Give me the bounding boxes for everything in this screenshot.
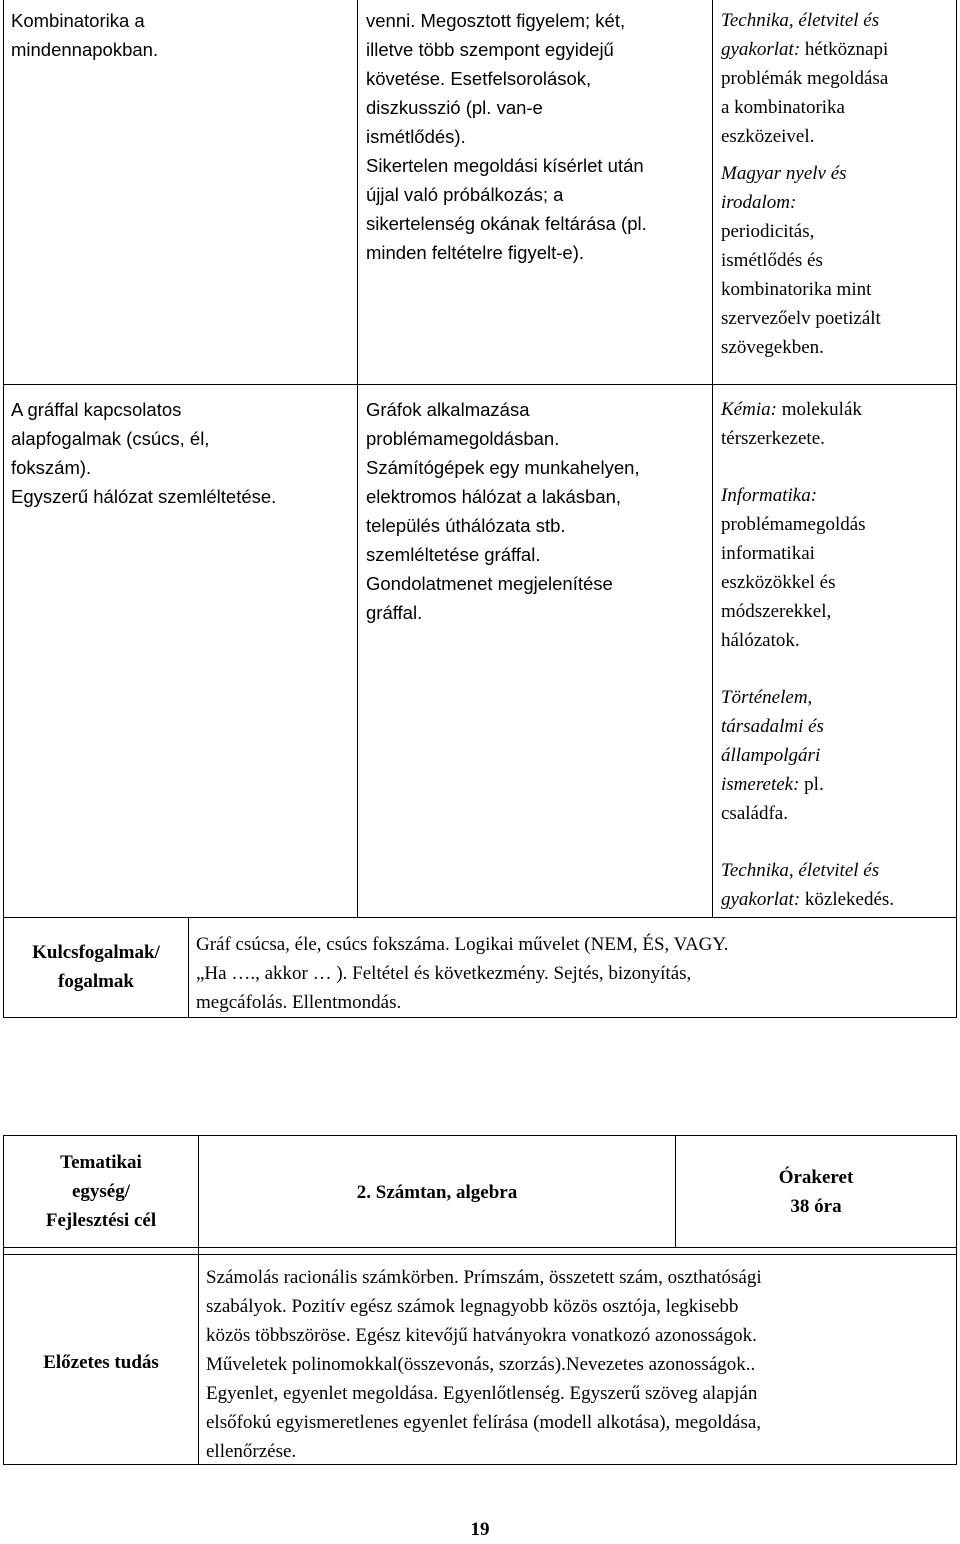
time-frame: Órakeret 38 óra bbox=[778, 1167, 854, 1217]
row1-activities: venni. Megosztott figyelem; két, illetve több szempont egyidejű követése. Esetfelsorolások, diszkusszió (pl. van-e ismétlődés). Sikertelen megoldási kísérlet után újjal való próbálkozás; a sikertelenség okának feltárása (pl. minden feltételre figyelt-e). bbox=[366, 10, 647, 263]
table1-col-divider-2 bbox=[712, 0, 713, 918]
prereq-text: Számolás racionális számkörben. Prímszám, összetett szám, oszthatósági szabályok. Pozitív egész számok legnagyobb közös osztója, legkisebb közös többszöröse. Egész kitevőjű hatványokra vonatkozó azonosságok. Műveletek polinomokkal(összevonás, szorzás).Nevezetes azonosságok.. Egyenlet, egyenlet megoldása. Egyenlőtlenség. Egyszerű szöveg alapján elsőfokú egyismeretlenes egyenlet felírása (modell alkotása), megoldása, ellenőrzése. bbox=[206, 1267, 762, 1462]
keywords-label: Kulcsfogalmak/ fogalmak bbox=[32, 942, 160, 992]
prereq-label: Előzetes tudás bbox=[43, 1352, 159, 1373]
row2-connections: Kémia: molekulák térszerkezete. Informatika: problémamegoldás informatikai eszközökkel és módszerekkel, hálózatok. Történelem, társadalmi és állampolgári ismeretek: pl. családfa. Technika, életvitel és gyakorlat: közlekedés. bbox=[721, 399, 895, 910]
page-number: 19 bbox=[470, 1519, 490, 1540]
table2-prereq-top bbox=[3, 1254, 957, 1255]
table1-left-border bbox=[3, 0, 4, 1018]
table1-col-divider-1 bbox=[357, 0, 358, 918]
row1-connections: Technika, életvitel és gyakorlat: hétköznapi problémák megoldása a kombinatorika eszközeivel. Magyar nyelv és irodalom: periodicitás, ismétlődés és kombinatorika mint szervezőelv poetizált szövegekben. bbox=[721, 10, 889, 358]
unit-title: 2. Számtan, algebra bbox=[356, 1182, 518, 1203]
row2-topic: A gráffal kapcsolatos alapfogalmak (csúcs, él, fokszám). Egyszerű hálózat szemléltetése. bbox=[11, 399, 277, 507]
row2-activities: Gráfok alkalmazása problémamegoldásban. Számítógépek egy munkahelyen, elektromos hálózat a lakásban, település úthálózata stb. szemléltetése gráffal. Gondolatmenet megjelenítése gráffal. bbox=[366, 399, 640, 623]
table1-bottom-border bbox=[3, 1017, 957, 1018]
unit-label: Tematikai egység/ Fejlesztési cél bbox=[45, 1152, 157, 1231]
table1-row-divider bbox=[3, 384, 957, 385]
row1-topic: Kombinatorika a mindennapokban. bbox=[11, 10, 159, 60]
table1-keywords-divider bbox=[188, 917, 189, 1018]
table1-right-border bbox=[956, 0, 957, 1018]
table2-right-border bbox=[956, 1135, 957, 1465]
keywords-text: Gráf csúcsa, éle, csúcs fokszáma. Logikai művelet (NEM, ÉS, VAGY. „Ha …., akkor … ). Feltétel és következmény. Sejtés, bizonyítás, megcáfolás. Ellentmondás. bbox=[196, 934, 729, 1013]
table2-header-bottom bbox=[3, 1247, 957, 1248]
table2-top-border bbox=[3, 1135, 957, 1136]
table1-keywords-top bbox=[3, 917, 957, 918]
